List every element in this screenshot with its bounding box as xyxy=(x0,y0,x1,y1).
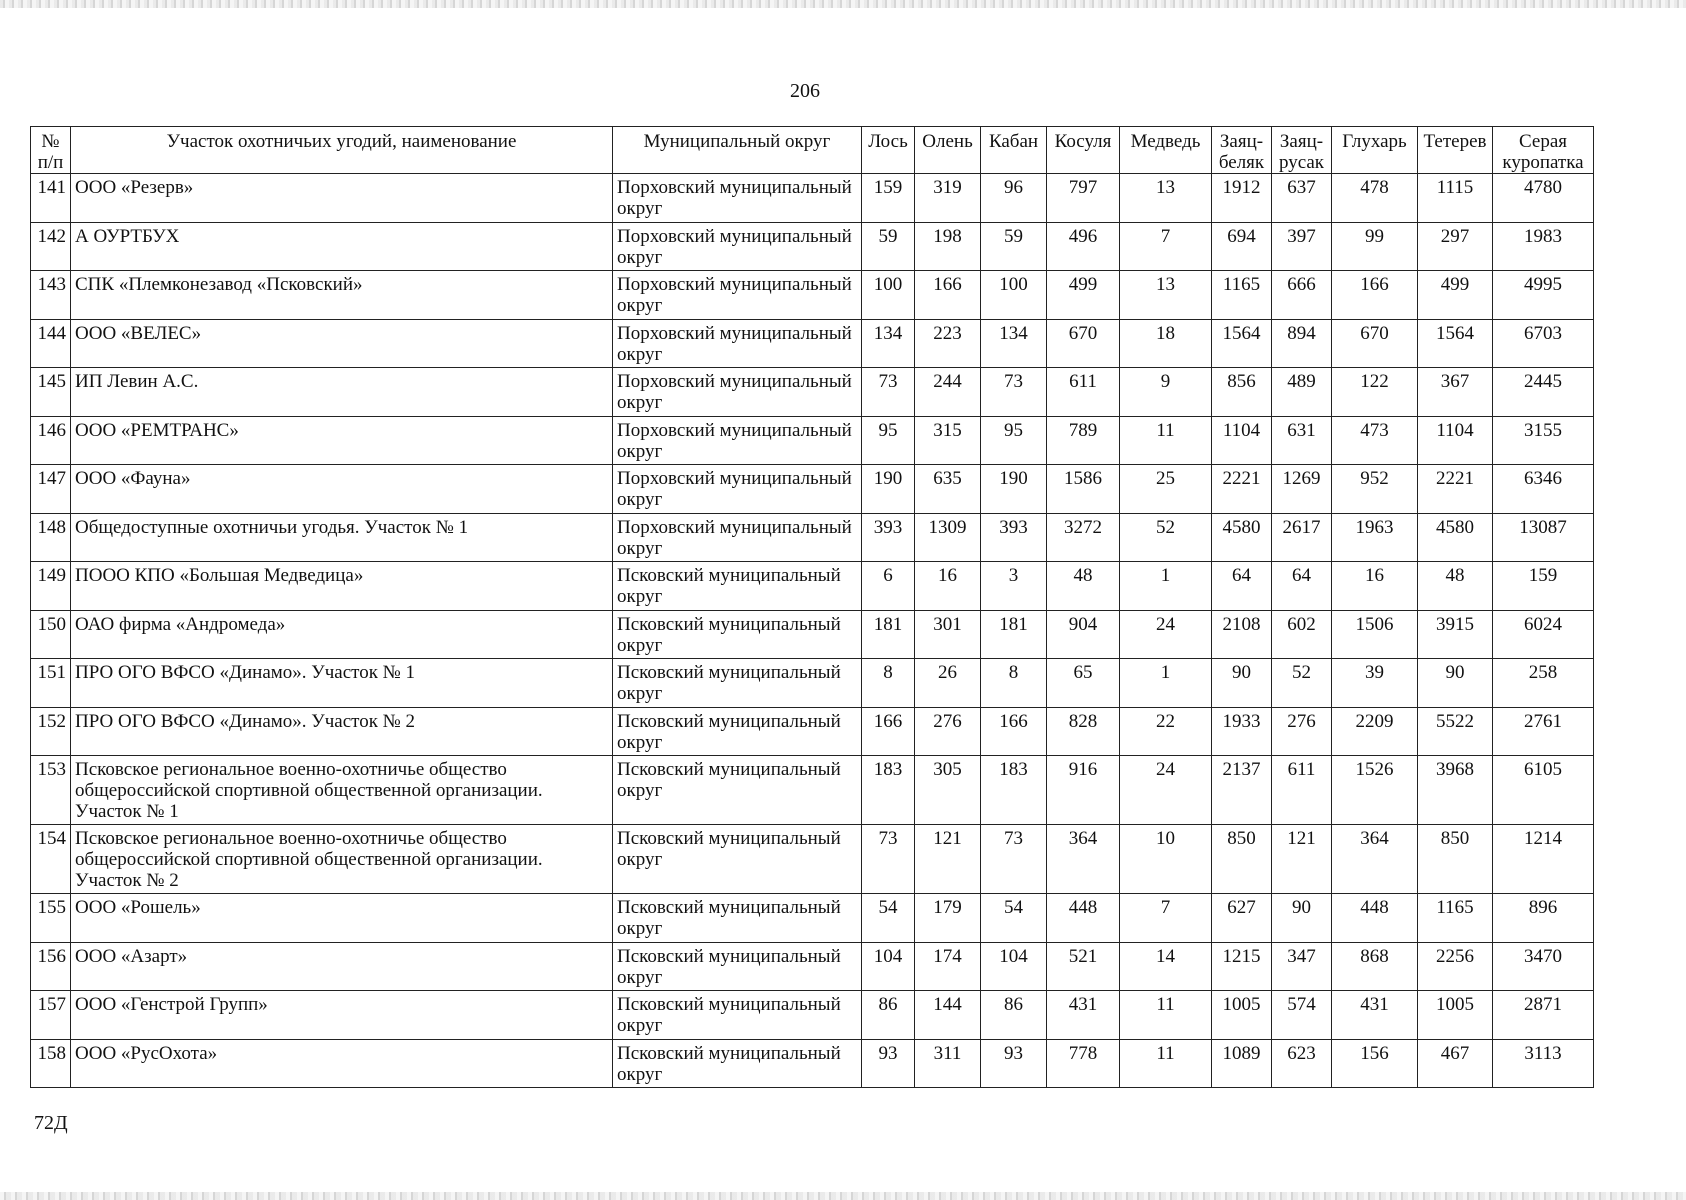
count-cell: 26 xyxy=(915,659,981,708)
ground-name-cell: ОАО фирма «Андромеда» xyxy=(71,610,613,659)
count-cell: 478 xyxy=(1332,174,1418,223)
hunting-grounds-table xyxy=(30,126,1594,1088)
ground-name-cell: А ОУРТБУХ xyxy=(71,222,613,271)
count-cell: 14 xyxy=(1120,942,1212,991)
count-cell: 190 xyxy=(862,465,915,514)
count-cell: 627 xyxy=(1212,894,1272,943)
ground-name-cell: ООО «ВЕЛЕС» xyxy=(71,319,613,368)
count-cell: 499 xyxy=(1047,271,1120,320)
count-cell: 3155 xyxy=(1493,416,1594,465)
count-cell: 1005 xyxy=(1212,991,1272,1040)
header-row xyxy=(31,127,1594,174)
count-cell: 86 xyxy=(862,991,915,1040)
count-cell: 631 xyxy=(1272,416,1332,465)
district-cell: Порховский муниципальный округ xyxy=(613,319,862,368)
count-cell: 179 xyxy=(915,894,981,943)
table-row xyxy=(31,756,1594,825)
count-cell: 156 xyxy=(1332,1039,1418,1088)
count-cell: 2761 xyxy=(1493,707,1594,756)
column-header: Серая куропатка xyxy=(1493,127,1594,174)
count-cell: 789 xyxy=(1047,416,1120,465)
row-number-cell: 158 xyxy=(31,1039,71,1088)
count-cell: 7 xyxy=(1120,222,1212,271)
count-cell: 3470 xyxy=(1493,942,1594,991)
district-cell: Порховский муниципальный округ xyxy=(613,513,862,562)
count-cell: 315 xyxy=(915,416,981,465)
district-cell: Порховский муниципальный округ xyxy=(613,368,862,417)
count-cell: 305 xyxy=(915,756,981,825)
count-cell: 904 xyxy=(1047,610,1120,659)
count-cell: 2108 xyxy=(1212,610,1272,659)
count-cell: 6105 xyxy=(1493,756,1594,825)
count-cell: 574 xyxy=(1272,991,1332,1040)
ground-name-cell: ПРО ОГО ВФСО «Динамо». Участок № 2 xyxy=(71,707,613,756)
count-cell: 48 xyxy=(1418,562,1493,611)
count-cell: 159 xyxy=(862,174,915,223)
column-header: № п/п xyxy=(31,127,71,174)
count-cell: 54 xyxy=(981,894,1047,943)
ground-name-cell: ООО «РЕМТРАНС» xyxy=(71,416,613,465)
column-header: Медведь xyxy=(1120,127,1212,174)
count-cell: 1115 xyxy=(1418,174,1493,223)
count-cell: 223 xyxy=(915,319,981,368)
count-cell: 1309 xyxy=(915,513,981,562)
count-cell: 144 xyxy=(915,991,981,1040)
count-cell: 11 xyxy=(1120,991,1212,1040)
table-row xyxy=(31,610,1594,659)
row-number-cell: 147 xyxy=(31,465,71,514)
count-cell: 54 xyxy=(862,894,915,943)
table-row xyxy=(31,562,1594,611)
count-cell: 489 xyxy=(1272,368,1332,417)
page-number: 206 xyxy=(790,80,820,102)
column-header: Лось xyxy=(862,127,915,174)
count-cell: 18 xyxy=(1120,319,1212,368)
count-cell: 1 xyxy=(1120,659,1212,708)
count-cell: 868 xyxy=(1332,942,1418,991)
count-cell: 122 xyxy=(1332,368,1418,417)
table-row xyxy=(31,707,1594,756)
row-number-cell: 155 xyxy=(31,894,71,943)
count-cell: 3113 xyxy=(1493,1039,1594,1088)
count-cell: 198 xyxy=(915,222,981,271)
table-row xyxy=(31,319,1594,368)
district-cell: Порховский муниципальный округ xyxy=(613,416,862,465)
table-row xyxy=(31,368,1594,417)
count-cell: 1005 xyxy=(1418,991,1493,1040)
row-number-cell: 148 xyxy=(31,513,71,562)
count-cell: 8 xyxy=(981,659,1047,708)
row-number-cell: 153 xyxy=(31,756,71,825)
district-cell: Псковский муниципальный округ xyxy=(613,659,862,708)
district-cell: Псковский муниципальный округ xyxy=(613,991,862,1040)
count-cell: 104 xyxy=(862,942,915,991)
row-number-cell: 154 xyxy=(31,825,71,894)
count-cell: 59 xyxy=(862,222,915,271)
count-cell: 90 xyxy=(1418,659,1493,708)
count-cell: 181 xyxy=(981,610,1047,659)
count-cell: 1506 xyxy=(1332,610,1418,659)
count-cell: 1165 xyxy=(1212,271,1272,320)
document-code: 72Д xyxy=(34,1112,68,1134)
count-cell: 8 xyxy=(862,659,915,708)
count-cell: 7 xyxy=(1120,894,1212,943)
table-row xyxy=(31,1039,1594,1088)
count-cell: 166 xyxy=(862,707,915,756)
count-cell: 3915 xyxy=(1418,610,1493,659)
count-cell: 1586 xyxy=(1047,465,1120,514)
table-row xyxy=(31,271,1594,320)
column-header: Кабан xyxy=(981,127,1047,174)
count-cell: 1963 xyxy=(1332,513,1418,562)
ground-name-cell: ПРО ОГО ВФСО «Динамо». Участок № 1 xyxy=(71,659,613,708)
count-cell: 95 xyxy=(862,416,915,465)
count-cell: 896 xyxy=(1493,894,1594,943)
district-cell: Порховский муниципальный округ xyxy=(613,174,862,223)
count-cell: 13 xyxy=(1120,174,1212,223)
count-cell: 2137 xyxy=(1212,756,1272,825)
ground-name-cell: ООО «Фауна» xyxy=(71,465,613,514)
row-number-cell: 141 xyxy=(31,174,71,223)
district-cell: Псковский муниципальный округ xyxy=(613,610,862,659)
count-cell: 134 xyxy=(862,319,915,368)
row-number-cell: 143 xyxy=(31,271,71,320)
count-cell: 59 xyxy=(981,222,1047,271)
count-cell: 65 xyxy=(1047,659,1120,708)
count-cell: 52 xyxy=(1120,513,1212,562)
table-row xyxy=(31,174,1594,223)
count-cell: 16 xyxy=(915,562,981,611)
count-cell: 1215 xyxy=(1212,942,1272,991)
count-cell: 73 xyxy=(862,825,915,894)
table-row xyxy=(31,942,1594,991)
count-cell: 90 xyxy=(1212,659,1272,708)
count-cell: 258 xyxy=(1493,659,1594,708)
count-cell: 159 xyxy=(1493,562,1594,611)
count-cell: 694 xyxy=(1212,222,1272,271)
count-cell: 448 xyxy=(1332,894,1418,943)
count-cell: 467 xyxy=(1418,1039,1493,1088)
count-cell: 2617 xyxy=(1272,513,1332,562)
count-cell: 22 xyxy=(1120,707,1212,756)
count-cell: 10 xyxy=(1120,825,1212,894)
count-cell: 393 xyxy=(862,513,915,562)
count-cell: 499 xyxy=(1418,271,1493,320)
count-cell: 666 xyxy=(1272,271,1332,320)
count-cell: 183 xyxy=(862,756,915,825)
count-cell: 52 xyxy=(1272,659,1332,708)
count-cell: 5522 xyxy=(1418,707,1493,756)
count-cell: 166 xyxy=(981,707,1047,756)
count-cell: 11 xyxy=(1120,1039,1212,1088)
district-cell: Псковский муниципальный округ xyxy=(613,942,862,991)
count-cell: 166 xyxy=(915,271,981,320)
count-cell: 301 xyxy=(915,610,981,659)
count-cell: 6024 xyxy=(1493,610,1594,659)
count-cell: 9 xyxy=(1120,368,1212,417)
count-cell: 828 xyxy=(1047,707,1120,756)
count-cell: 96 xyxy=(981,174,1047,223)
count-cell: 602 xyxy=(1272,610,1332,659)
ground-name-cell: Псковское региональное военно-охотничье общество общероссийской спортивной общественной организации. Участок № 2 xyxy=(71,825,613,894)
count-cell: 448 xyxy=(1047,894,1120,943)
column-header: Тетерев xyxy=(1418,127,1493,174)
count-cell: 6346 xyxy=(1493,465,1594,514)
count-cell: 397 xyxy=(1272,222,1332,271)
count-cell: 473 xyxy=(1332,416,1418,465)
scan-edge-bottom xyxy=(0,1192,1686,1200)
count-cell: 90 xyxy=(1272,894,1332,943)
count-cell: 99 xyxy=(1332,222,1418,271)
count-cell: 2221 xyxy=(1212,465,1272,514)
column-header: Глухарь xyxy=(1332,127,1418,174)
row-number-cell: 151 xyxy=(31,659,71,708)
count-cell: 13 xyxy=(1120,271,1212,320)
count-cell: 73 xyxy=(981,368,1047,417)
count-cell: 496 xyxy=(1047,222,1120,271)
row-number-cell: 157 xyxy=(31,991,71,1040)
count-cell: 670 xyxy=(1047,319,1120,368)
count-cell: 364 xyxy=(1047,825,1120,894)
count-cell: 174 xyxy=(915,942,981,991)
count-cell: 4580 xyxy=(1212,513,1272,562)
count-cell: 952 xyxy=(1332,465,1418,514)
count-cell: 431 xyxy=(1047,991,1120,1040)
table-row xyxy=(31,416,1594,465)
count-cell: 623 xyxy=(1272,1039,1332,1088)
count-cell: 894 xyxy=(1272,319,1332,368)
district-cell: Псковский муниципальный округ xyxy=(613,1039,862,1088)
count-cell: 367 xyxy=(1418,368,1493,417)
count-cell: 16 xyxy=(1332,562,1418,611)
count-cell: 104 xyxy=(981,942,1047,991)
count-cell: 4995 xyxy=(1493,271,1594,320)
count-cell: 2445 xyxy=(1493,368,1594,417)
ground-name-cell: ПООО КПО «Большая Медведица» xyxy=(71,562,613,611)
count-cell: 190 xyxy=(981,465,1047,514)
table-row xyxy=(31,825,1594,894)
count-cell: 6 xyxy=(862,562,915,611)
count-cell: 521 xyxy=(1047,942,1120,991)
table-row xyxy=(31,222,1594,271)
district-cell: Псковский муниципальный округ xyxy=(613,562,862,611)
count-cell: 1165 xyxy=(1418,894,1493,943)
ground-name-cell: Псковское региональное военно-охотничье общество общероссийской спортивной общественной организации. Участок № 1 xyxy=(71,756,613,825)
count-cell: 311 xyxy=(915,1039,981,1088)
table-row xyxy=(31,991,1594,1040)
count-cell: 93 xyxy=(862,1039,915,1088)
count-cell: 611 xyxy=(1272,756,1332,825)
count-cell: 393 xyxy=(981,513,1047,562)
count-cell: 1564 xyxy=(1212,319,1272,368)
count-cell: 778 xyxy=(1047,1039,1120,1088)
count-cell: 134 xyxy=(981,319,1047,368)
count-cell: 347 xyxy=(1272,942,1332,991)
count-cell: 856 xyxy=(1212,368,1272,417)
count-cell: 850 xyxy=(1212,825,1272,894)
district-cell: Порховский муниципальный округ xyxy=(613,271,862,320)
column-header: Олень xyxy=(915,127,981,174)
count-cell: 635 xyxy=(915,465,981,514)
count-cell: 64 xyxy=(1212,562,1272,611)
count-cell: 276 xyxy=(1272,707,1332,756)
count-cell: 25 xyxy=(1120,465,1212,514)
count-cell: 181 xyxy=(862,610,915,659)
count-cell: 1564 xyxy=(1418,319,1493,368)
district-cell: Порховский муниципальный округ xyxy=(613,222,862,271)
ground-name-cell: СПК «Племконезавод «Псковский» xyxy=(71,271,613,320)
count-cell: 1 xyxy=(1120,562,1212,611)
column-header: Участок охотничьих угодий, наименование xyxy=(71,127,613,174)
count-cell: 637 xyxy=(1272,174,1332,223)
row-number-cell: 150 xyxy=(31,610,71,659)
count-cell: 121 xyxy=(915,825,981,894)
count-cell: 121 xyxy=(1272,825,1332,894)
count-cell: 431 xyxy=(1332,991,1418,1040)
count-cell: 13087 xyxy=(1493,513,1594,562)
count-cell: 797 xyxy=(1047,174,1120,223)
count-cell: 3272 xyxy=(1047,513,1120,562)
ground-name-cell: ООО «РусОхота» xyxy=(71,1039,613,1088)
row-number-cell: 156 xyxy=(31,942,71,991)
count-cell: 24 xyxy=(1120,756,1212,825)
row-number-cell: 152 xyxy=(31,707,71,756)
count-cell: 73 xyxy=(981,825,1047,894)
count-cell: 1912 xyxy=(1212,174,1272,223)
count-cell: 1104 xyxy=(1212,416,1272,465)
count-cell: 3968 xyxy=(1418,756,1493,825)
row-number-cell: 146 xyxy=(31,416,71,465)
ground-name-cell: ИП Левин А.С. xyxy=(71,368,613,417)
count-cell: 100 xyxy=(862,271,915,320)
table-row xyxy=(31,465,1594,514)
count-cell: 1089 xyxy=(1212,1039,1272,1088)
count-cell: 1104 xyxy=(1418,416,1493,465)
district-cell: Псковский муниципальный округ xyxy=(613,707,862,756)
table-body xyxy=(31,174,1594,1088)
count-cell: 670 xyxy=(1332,319,1418,368)
row-number-cell: 145 xyxy=(31,368,71,417)
count-cell: 64 xyxy=(1272,562,1332,611)
count-cell: 73 xyxy=(862,368,915,417)
count-cell: 6703 xyxy=(1493,319,1594,368)
scan-edge-top xyxy=(0,0,1686,8)
row-number-cell: 144 xyxy=(31,319,71,368)
count-cell: 2871 xyxy=(1493,991,1594,1040)
column-header: Муниципальный округ xyxy=(613,127,862,174)
count-cell: 183 xyxy=(981,756,1047,825)
count-cell: 2256 xyxy=(1418,942,1493,991)
ground-name-cell: ООО «Рошель» xyxy=(71,894,613,943)
table-row xyxy=(31,513,1594,562)
count-cell: 916 xyxy=(1047,756,1120,825)
count-cell: 1269 xyxy=(1272,465,1332,514)
column-header: Заяц-русак xyxy=(1272,127,1332,174)
ground-name-cell: Общедоступные охотничьи угодья. Участок № 1 xyxy=(71,513,613,562)
count-cell: 95 xyxy=(981,416,1047,465)
count-cell: 1526 xyxy=(1332,756,1418,825)
count-cell: 86 xyxy=(981,991,1047,1040)
count-cell: 93 xyxy=(981,1039,1047,1088)
count-cell: 319 xyxy=(915,174,981,223)
count-cell: 2209 xyxy=(1332,707,1418,756)
count-cell: 1983 xyxy=(1493,222,1594,271)
count-cell: 39 xyxy=(1332,659,1418,708)
count-cell: 166 xyxy=(1332,271,1418,320)
ground-name-cell: ООО «Резерв» xyxy=(71,174,613,223)
count-cell: 11 xyxy=(1120,416,1212,465)
count-cell: 4580 xyxy=(1418,513,1493,562)
count-cell: 850 xyxy=(1418,825,1493,894)
column-header: Заяц-беляк xyxy=(1212,127,1272,174)
count-cell: 48 xyxy=(1047,562,1120,611)
column-header: Косуля xyxy=(1047,127,1120,174)
count-cell: 276 xyxy=(915,707,981,756)
table-row xyxy=(31,894,1594,943)
ground-name-cell: ООО «Генстрой Групп» xyxy=(71,991,613,1040)
count-cell: 2221 xyxy=(1418,465,1493,514)
row-number-cell: 142 xyxy=(31,222,71,271)
row-number-cell: 149 xyxy=(31,562,71,611)
count-cell: 3 xyxy=(981,562,1047,611)
count-cell: 1214 xyxy=(1493,825,1594,894)
table-row xyxy=(31,659,1594,708)
count-cell: 24 xyxy=(1120,610,1212,659)
count-cell: 297 xyxy=(1418,222,1493,271)
district-cell: Порховский муниципальный округ xyxy=(613,465,862,514)
count-cell: 364 xyxy=(1332,825,1418,894)
count-cell: 611 xyxy=(1047,368,1120,417)
district-cell: Псковский муниципальный округ xyxy=(613,756,862,825)
district-cell: Псковский муниципальный округ xyxy=(613,825,862,894)
count-cell: 4780 xyxy=(1493,174,1594,223)
district-cell: Псковский муниципальный округ xyxy=(613,894,862,943)
count-cell: 100 xyxy=(981,271,1047,320)
count-cell: 1933 xyxy=(1212,707,1272,756)
ground-name-cell: ООО «Азарт» xyxy=(71,942,613,991)
count-cell: 244 xyxy=(915,368,981,417)
